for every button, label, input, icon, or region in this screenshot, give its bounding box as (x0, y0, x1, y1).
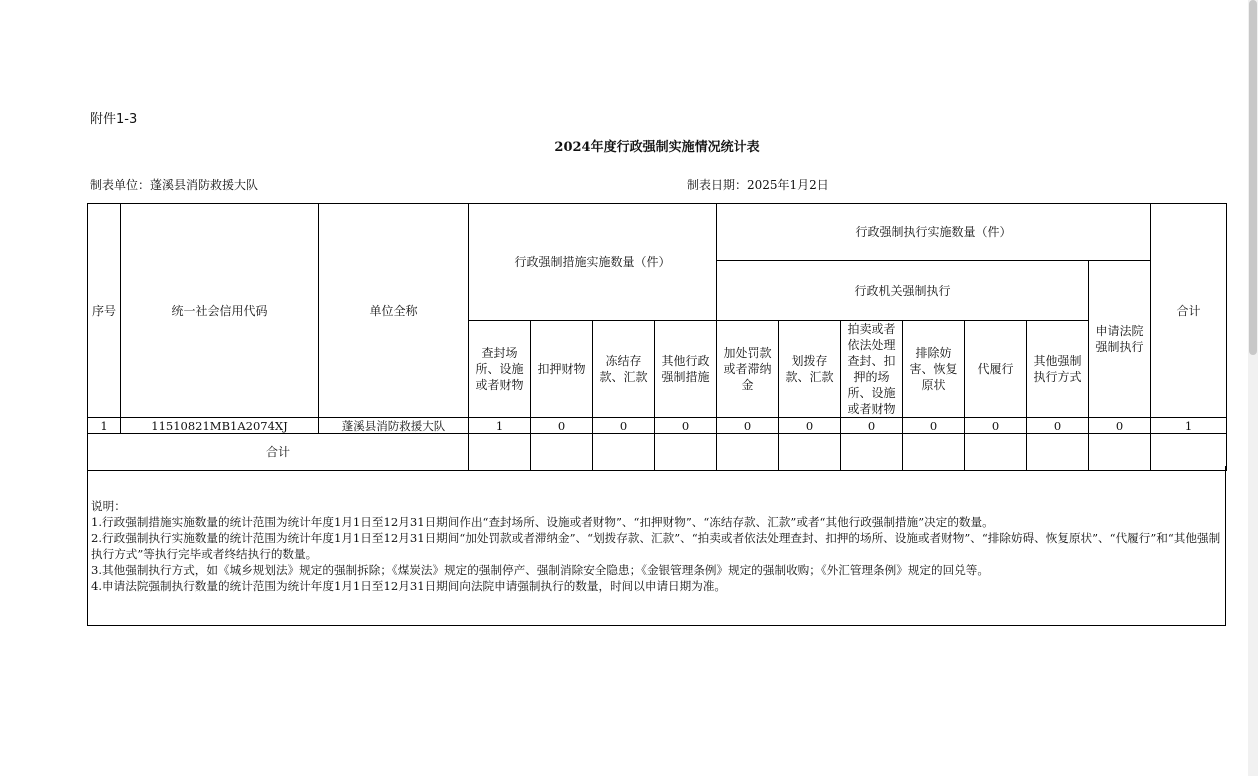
header-seize-property: 扣押财物 (531, 321, 593, 418)
header-court-execution: 申请法院强制执行 (1089, 261, 1151, 418)
total-cell (655, 434, 717, 471)
header-late-fines: 加处罚款或者滞纳金 (717, 321, 779, 418)
total-cell (965, 434, 1027, 471)
total-cell (903, 434, 965, 471)
row-value: 0 (965, 418, 1027, 434)
header-credit-code: 统一社会信用代码 (121, 204, 319, 418)
row-total: 1 (1151, 418, 1227, 434)
page-title: 2024年度行政强制实施情况统计表 (554, 140, 760, 155)
header-auction-property: 拍卖或者依法处理查封、扣押的场所、设施或者财物 (841, 321, 903, 418)
row-value: 0 (1089, 418, 1151, 434)
header-admin-execution: 行政机关强制执行 (717, 261, 1089, 321)
header-seal-premises: 查封场所、设施或者财物 (469, 321, 531, 418)
total-cell (1089, 434, 1151, 471)
issuing-unit: 制表单位：蓬溪县消防救援大队 (90, 178, 259, 192)
header-execution-group: 行政强制执行实施数量（件） (717, 204, 1151, 261)
header-remove-obstruction: 排除妨害、恢复原状 (903, 321, 965, 418)
note-line: 4.申请法院强制执行数量的统计范围为统计年度1月1日至12月31日期间向法院申请强制执行的数量，时间以申请日期为准。 (91, 579, 727, 593)
header-freeze-deposits: 冻结存款、汇款 (593, 321, 655, 418)
total-cell (841, 434, 903, 471)
row-value: 0 (717, 418, 779, 434)
header-other-execution: 其他强制执行方式 (1027, 321, 1089, 418)
note-line: 2.行政强制执行实施数量的统计范围为统计年度1月1日至12月31日期间“加处罚款或者滞纳金”、“划拨存款、汇款”、“拍卖或者依法处理查封、扣押的场所、设施或者财物”、“排除妨碍、恢复原状”、“代履行”和“其他强制执行方式”等执行完毕或者终结执行的数量。 (91, 531, 1221, 561)
total-row (88, 434, 1227, 471)
header-measures-group: 行政强制措施实施数量（件） (469, 204, 717, 321)
issue-date: 制表日期：2025年1月2日 (687, 178, 829, 192)
header-total: 合计 (1151, 204, 1227, 418)
header-substitute-performance: 代履行 (965, 321, 1027, 418)
total-cell (593, 434, 655, 471)
notes-heading: 说明： (91, 499, 126, 513)
row-value: 0 (531, 418, 593, 434)
total-label: 合计 (88, 434, 469, 471)
row-value: 0 (1027, 418, 1089, 434)
note-line: 1.行政强制措施实施数量的统计范围为统计年度1月1日至12月31日期间作出“查封场所、设施或者财物”、“扣押财物”、“冻结存款、汇款”或者“其他行政强制措施”决定的数量。 (91, 515, 994, 529)
scrollbar-thumb[interactable] (1249, 0, 1257, 355)
row-value: 0 (841, 418, 903, 434)
row-value: 0 (903, 418, 965, 434)
row-value: 0 (779, 418, 841, 434)
header-unit-name: 单位全称 (319, 204, 469, 418)
row-value: 0 (593, 418, 655, 434)
total-cell (779, 434, 841, 471)
total-cell (1151, 434, 1227, 471)
header-other-measures: 其他行政强制措施 (655, 321, 717, 418)
table-row (88, 418, 1227, 434)
attachment-label: 附件1-3 (90, 112, 138, 127)
notes-section (87, 466, 1226, 626)
header-transfer-deposits: 划拨存款、汇款 (779, 321, 841, 418)
vertical-scrollbar[interactable] (1248, 0, 1258, 776)
row-credit-code: 11510821MB1A2074XJ (121, 418, 319, 434)
note-line: 3.其他强制执行方式，如《城乡规划法》规定的强制拆除；《煤炭法》规定的强制停产、强制消除安全隐患；《金银管理条例》规定的强制收购；《外汇管理条例》规定的回兑等。 (91, 563, 989, 577)
row-value: 0 (655, 418, 717, 434)
total-cell (469, 434, 531, 471)
row-seq: 1 (88, 418, 121, 434)
row-value: 1 (469, 418, 531, 434)
statistics-table (87, 203, 1227, 471)
row-unit-name: 蓬溪县消防救援大队 (319, 418, 469, 434)
header-seq: 序号 (88, 204, 121, 418)
total-cell (1027, 434, 1089, 471)
total-cell (531, 434, 593, 471)
total-cell (717, 434, 779, 471)
